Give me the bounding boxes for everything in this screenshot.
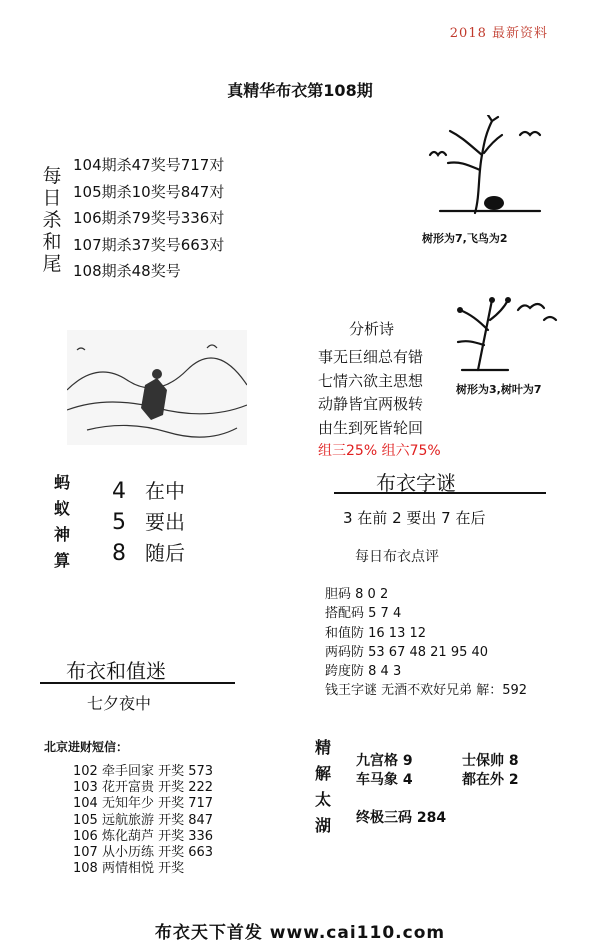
kill-tail-line: 104期杀47奖号717对 xyxy=(73,156,225,174)
lucky-line: 102 牵手回家 开奖 573 xyxy=(73,764,214,779)
review-line: 钱王字谜 无酒不欢好兄弟 解：592 xyxy=(325,683,528,699)
kill-tail-heading-char: 每 xyxy=(42,165,62,187)
poem-block xyxy=(318,346,441,464)
riddle-heading: 布衣字谜 xyxy=(376,471,456,495)
jing-heading-char: 解 xyxy=(314,764,331,783)
poem-heading: 分析诗 xyxy=(349,320,395,338)
review-list xyxy=(325,585,527,701)
jing-item: 士保帅 8 xyxy=(462,753,519,769)
ant-heading-char: 蚂 xyxy=(53,473,70,492)
jing-heading-char: 太 xyxy=(314,790,331,809)
kill-tail-heading-char: 和 xyxy=(42,231,62,253)
poem-line: 由生到死皆轮回 xyxy=(318,418,424,437)
page-title: 真精华布衣第108期 xyxy=(227,81,373,100)
ant-word: 在中 xyxy=(145,479,185,503)
riddle-text: 3 在前 2 要出 7 在后 xyxy=(343,509,486,527)
jing-heading-char: 精 xyxy=(314,738,331,757)
poem-line: 七情六欲主思想 xyxy=(318,371,424,390)
tree-leaf-illustration xyxy=(448,290,568,375)
review-line: 跨度防 8 4 3 xyxy=(325,664,402,680)
ant-word: 要出 xyxy=(145,510,185,534)
footer-banner: 布衣天下首发 www.cai110.com xyxy=(154,923,446,943)
ant-heading-char: 算 xyxy=(53,551,70,570)
kill-tail-line: 107期杀37奖号663对 xyxy=(73,235,225,254)
ant-word: 随后 xyxy=(145,541,185,565)
kill-tail-line: 106期杀79奖号336对 xyxy=(73,209,225,227)
review-line: 搭配码 5 7 4 xyxy=(325,606,402,622)
ant-numbers xyxy=(112,476,126,569)
kill-tail-heading-char: 杀 xyxy=(42,209,62,231)
lucky-line: 103 花开富贵 开奖 222 xyxy=(73,780,214,796)
poem-line: 动静皆宜两极转 xyxy=(318,395,424,413)
ant-words xyxy=(145,476,185,569)
kill-tail-heading xyxy=(41,165,63,275)
kill-tail-list xyxy=(73,152,224,285)
lucky-line: 108 两情相悦 开奖 xyxy=(73,861,185,877)
tree-bird-caption: 树形为7,飞鸟为2 xyxy=(422,232,508,245)
ant-number: 8 xyxy=(112,541,126,566)
corner-label: 2018 最新资料 xyxy=(449,26,548,41)
sum-riddle-text: 七夕夜中 xyxy=(87,694,152,713)
lucky-list xyxy=(73,764,213,877)
jing-heading xyxy=(313,735,333,839)
review-heading: 每日布衣点评 xyxy=(355,549,439,565)
poem-line: 事无巨细总有错 xyxy=(318,348,424,366)
ant-number: 4 xyxy=(112,479,126,504)
lucky-line: 105 远航旅游 开奖 847 xyxy=(73,812,214,828)
tree-bird-illustration xyxy=(420,115,555,225)
review-line: 两码防 53 67 48 21 95 40 xyxy=(325,644,489,660)
lucky-line: 107 从小历练 开奖 663 xyxy=(73,845,214,861)
kill-tail-line: 108期杀48奖号 xyxy=(73,262,181,280)
ant-heading-char: 神 xyxy=(53,525,70,544)
review-line: 和值防 16 13 12 xyxy=(325,625,427,641)
landscape-illustration xyxy=(67,330,247,445)
ant-number: 5 xyxy=(112,510,126,535)
sum-riddle-heading: 布衣和值迷 xyxy=(66,659,166,683)
lucky-heading: 北京进财短信： xyxy=(44,740,129,754)
lucky-line: 106 炼化葫芦 开奖 336 xyxy=(73,828,214,844)
ant-heading xyxy=(52,470,72,574)
review-line: 胆码 8 0 2 xyxy=(325,587,389,602)
ant-heading-char: 蚁 xyxy=(53,499,70,518)
kill-tail-line: 105期杀10奖号847对 xyxy=(73,182,225,201)
jing-item: 都在外 2 xyxy=(462,772,519,788)
jing-heading-char: 湖 xyxy=(314,816,331,835)
riddle-divider xyxy=(334,492,546,494)
kill-tail-heading-char: 尾 xyxy=(42,253,62,275)
jing-final: 终极三码 284 xyxy=(356,810,447,826)
lucky-line: 104 无知年少 开奖 717 xyxy=(73,796,214,812)
poem-groups: 组三25% 组六75% xyxy=(318,443,441,459)
jing-item: 九宫格 9 xyxy=(356,753,413,769)
kill-tail-heading-char: 日 xyxy=(42,187,62,209)
jing-item: 车马象 4 xyxy=(356,772,413,788)
tree-leaf-caption: 树形为3,树叶为7 xyxy=(456,383,542,396)
sum-riddle-divider xyxy=(40,682,235,684)
